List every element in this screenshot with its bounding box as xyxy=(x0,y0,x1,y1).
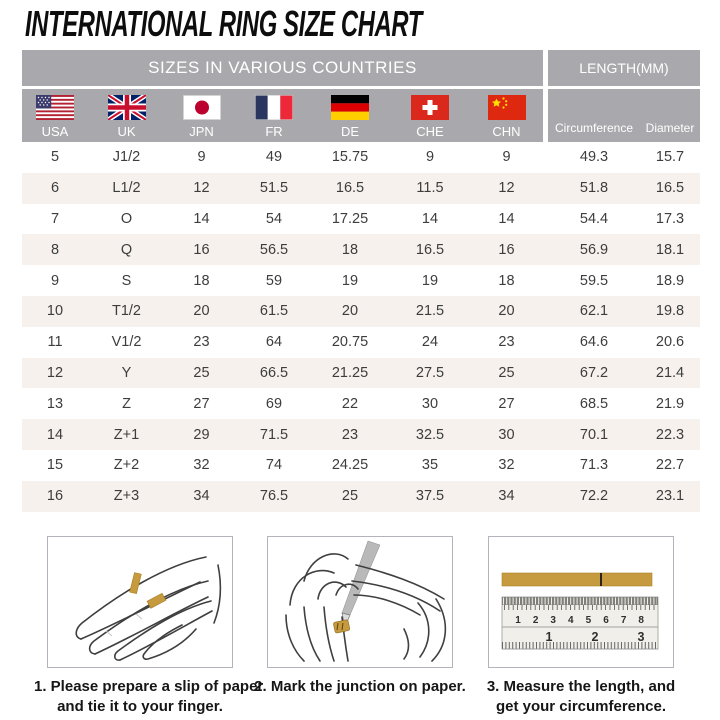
table-row xyxy=(22,204,700,235)
table-cell: 17.3 xyxy=(655,210,685,227)
svg-text:3: 3 xyxy=(550,615,556,626)
table-cell: Y xyxy=(121,364,132,381)
table-cell: 5 xyxy=(50,149,60,166)
table-cell: 76.5 xyxy=(259,488,289,505)
table-cell: 70.1 xyxy=(579,426,609,443)
ring-size-table xyxy=(22,50,700,512)
table-cell: 67.2 xyxy=(579,364,609,381)
usa-flag-icon xyxy=(36,95,74,120)
table-cell: 18 xyxy=(193,272,210,289)
table-cell: 32 xyxy=(498,457,515,474)
table-cell: 21.9 xyxy=(655,395,685,412)
group-header-row xyxy=(22,50,700,86)
table-cell: 9 xyxy=(197,149,206,166)
table-cell: 21.25 xyxy=(331,364,369,381)
table-cell: 16 xyxy=(46,488,64,505)
table-cell: 24 xyxy=(421,334,439,351)
column-label-diameter: Diameter xyxy=(645,121,695,135)
svg-text:2: 2 xyxy=(591,630,599,644)
table-cell: 6 xyxy=(50,180,60,197)
table-cell: 9 xyxy=(50,272,60,289)
svg-text:4: 4 xyxy=(568,615,574,626)
column-label-fr: FR xyxy=(265,124,283,139)
table-cell: 34 xyxy=(498,488,515,505)
table-cell: 18.1 xyxy=(655,241,685,258)
table-row xyxy=(22,234,700,265)
china-flag-icon xyxy=(488,95,526,120)
table-row xyxy=(22,173,700,204)
step2-caption xyxy=(254,677,466,697)
table-cell: 56.9 xyxy=(579,241,609,258)
table-cell: 29 xyxy=(193,426,210,443)
table-cell: 51.8 xyxy=(579,180,609,197)
table-cell: 17.25 xyxy=(331,210,369,227)
table-cell: 8 xyxy=(50,241,60,258)
column-header-jpn xyxy=(165,89,238,142)
column-header-fr xyxy=(238,89,310,142)
table-row xyxy=(22,388,700,419)
table-cell: Z+2 xyxy=(113,457,140,474)
france-flag-icon xyxy=(255,95,293,120)
table-cell: 32 xyxy=(193,457,210,474)
table-cell: 14 xyxy=(193,210,210,227)
table-cell: 19 xyxy=(421,272,439,289)
table-cell: 12 xyxy=(193,180,210,197)
table-cell: 51.5 xyxy=(259,180,289,197)
table-row xyxy=(22,450,700,481)
table-cell: 49 xyxy=(265,149,283,166)
table-cell: 27 xyxy=(498,395,515,412)
instructions-row xyxy=(0,536,720,720)
table-cell: 20.75 xyxy=(331,334,369,351)
table-cell: 32.5 xyxy=(415,426,445,443)
instruction-panel-1 xyxy=(34,536,264,717)
table-cell: S xyxy=(121,272,132,289)
column-label-de: DE xyxy=(340,124,360,139)
table-cell: 16.5 xyxy=(415,241,445,258)
table-cell: 20 xyxy=(498,303,515,320)
table-cell: T1/2 xyxy=(111,303,141,320)
instruction-panel-3 xyxy=(475,536,687,717)
column-label-che: CHE xyxy=(416,124,444,139)
table-cell: 18 xyxy=(341,241,359,258)
table-cell: 64.6 xyxy=(579,334,609,351)
table-row xyxy=(22,419,700,450)
table-cell: L1/2 xyxy=(112,180,141,197)
table-body xyxy=(22,142,700,512)
table-cell: 21.4 xyxy=(655,364,685,381)
table-cell: 66.5 xyxy=(259,364,289,381)
table-cell: 20.6 xyxy=(655,334,685,351)
table-cell: 62.1 xyxy=(579,303,609,320)
table-cell: 15 xyxy=(46,457,64,474)
table-cell: 25 xyxy=(193,364,210,381)
length-group-header: LENGTH(MM) xyxy=(548,50,700,86)
table-cell: O xyxy=(120,210,133,227)
table-cell: 14 xyxy=(498,210,515,227)
switzerland-flag-icon xyxy=(411,95,449,120)
column-header-circumference xyxy=(548,89,640,142)
table-cell: 12 xyxy=(498,180,515,197)
table-cell: 61.5 xyxy=(259,303,289,320)
table-cell: 9 xyxy=(425,149,435,166)
svg-text:5: 5 xyxy=(585,615,592,626)
step1-caption-line1: 1. Please prepare a slip of paper xyxy=(34,678,264,695)
step3-caption xyxy=(475,677,687,717)
germany-flag-icon xyxy=(331,95,369,120)
paper-strip-graphic xyxy=(502,573,652,586)
table-cell: 27 xyxy=(193,395,210,412)
column-label-circumference: Circumference xyxy=(554,121,634,135)
table-cell: 16.5 xyxy=(655,180,685,197)
table-cell: 30 xyxy=(421,395,439,412)
table-cell: 9 xyxy=(502,149,511,166)
table-cell: Q xyxy=(120,241,133,258)
table-cell: Z xyxy=(122,395,131,412)
table-cell: 64 xyxy=(265,334,283,351)
table-cell: 10 xyxy=(46,303,64,320)
table-cell: 12 xyxy=(46,364,64,381)
table-cell: V1/2 xyxy=(111,334,142,351)
table-row xyxy=(22,481,700,512)
table-cell: 23.1 xyxy=(655,488,685,505)
step3-illustration xyxy=(488,536,674,668)
step1-caption xyxy=(34,677,264,717)
table-cell: 30 xyxy=(498,426,515,443)
step1-illustration xyxy=(47,536,233,668)
table-cell: J1/2 xyxy=(112,149,141,166)
table-cell: 54 xyxy=(265,210,283,227)
table-cell: 14 xyxy=(421,210,439,227)
svg-text:2: 2 xyxy=(532,615,539,626)
table-cell: 68.5 xyxy=(579,395,609,412)
svg-text:3: 3 xyxy=(637,630,645,644)
step3-caption-line2: get your circumference. xyxy=(495,698,667,715)
uk-flag-icon xyxy=(108,95,146,120)
column-header-usa xyxy=(22,89,88,142)
table-cell: 18.9 xyxy=(655,272,685,289)
table-cell: Z+1 xyxy=(113,426,140,443)
svg-text:8: 8 xyxy=(638,615,644,626)
table-cell: 11.5 xyxy=(416,180,444,197)
column-header-chn xyxy=(470,89,543,142)
instruction-panel-2 xyxy=(254,536,466,697)
column-header-diameter xyxy=(640,89,700,142)
table-cell: 56.5 xyxy=(259,241,289,258)
table-row xyxy=(22,327,700,358)
table-cell: 23 xyxy=(341,426,359,443)
step2-illustration xyxy=(267,536,453,668)
marking-paper-with-pen-drawing xyxy=(268,537,452,667)
table-cell: 54.4 xyxy=(579,210,609,227)
sizes-group-header: SIZES IN VARIOUS COUNTRIES xyxy=(22,50,543,86)
svg-text:1: 1 xyxy=(545,630,553,644)
table-row xyxy=(22,296,700,327)
table-cell: 35 xyxy=(421,457,439,474)
table-cell: 71.3 xyxy=(579,457,609,474)
table-cell: 13 xyxy=(46,395,64,412)
step3-caption-line1: 3. Measure the length, and xyxy=(486,678,676,695)
table-row xyxy=(22,142,700,173)
table-cell: 25 xyxy=(341,488,359,505)
table-row xyxy=(22,358,700,389)
table-cell: 23 xyxy=(498,334,515,351)
table-cell: 21.5 xyxy=(415,303,445,320)
table-cell: 23 xyxy=(193,334,210,351)
column-label-uk: UK xyxy=(117,124,136,139)
table-cell: 18 xyxy=(498,272,515,289)
table-cell: 72.2 xyxy=(579,488,609,505)
table-cell: 59 xyxy=(265,272,283,289)
table-cell: 14 xyxy=(46,426,64,443)
ruler-measuring-drawing xyxy=(489,537,673,667)
table-cell: 59.5 xyxy=(579,272,609,289)
step1-caption-line2: and tie it to your finger. xyxy=(57,698,223,715)
column-label-chn: CHN xyxy=(492,124,521,139)
column-header-row xyxy=(22,89,700,142)
table-cell: 15.7 xyxy=(655,149,685,166)
page-title: INTERNATIONAL RING SIZE CHART xyxy=(25,3,423,44)
table-cell: 25 xyxy=(498,364,515,381)
table-cell: Z+3 xyxy=(113,488,140,505)
japan-flag-icon xyxy=(183,95,221,120)
table-cell: 24.25 xyxy=(331,457,369,474)
table-cell: 22.7 xyxy=(655,457,685,474)
table-cell: 11 xyxy=(47,334,63,351)
table-cell: 49.3 xyxy=(579,149,609,166)
table-cell: 16 xyxy=(498,241,515,258)
table-cell: 20 xyxy=(341,303,359,320)
column-label-jpn: JPN xyxy=(189,124,214,139)
column-header-de xyxy=(310,89,390,142)
table-cell: 71.5 xyxy=(259,426,289,443)
table-cell: 22 xyxy=(341,395,359,412)
table-cell: 74 xyxy=(265,457,283,474)
table-cell: 7 xyxy=(50,210,60,227)
table-cell: 27.5 xyxy=(415,364,445,381)
table-cell: 15.75 xyxy=(331,149,369,166)
svg-text:7: 7 xyxy=(620,615,627,626)
table-row xyxy=(22,265,700,296)
table-cell: 16 xyxy=(193,241,210,258)
table-cell: 37.5 xyxy=(415,488,445,505)
table-cell: 16.5 xyxy=(335,180,365,197)
table-cell: 19 xyxy=(341,272,359,289)
table-cell: 34 xyxy=(193,488,210,505)
table-cell: 22.3 xyxy=(655,426,685,443)
column-label-usa: USA xyxy=(41,124,69,139)
table-cell: 69 xyxy=(265,395,283,412)
svg-text:1: 1 xyxy=(515,615,521,626)
hand-with-paper-strip-drawing xyxy=(48,537,232,667)
table-cell: 19.8 xyxy=(655,303,685,320)
column-header-uk xyxy=(88,89,165,142)
column-header-che xyxy=(390,89,470,142)
svg-text:6: 6 xyxy=(603,615,609,626)
table-cell: 20 xyxy=(193,303,210,320)
step2-caption-line1: 2. Mark the junction on paper. xyxy=(254,678,466,695)
